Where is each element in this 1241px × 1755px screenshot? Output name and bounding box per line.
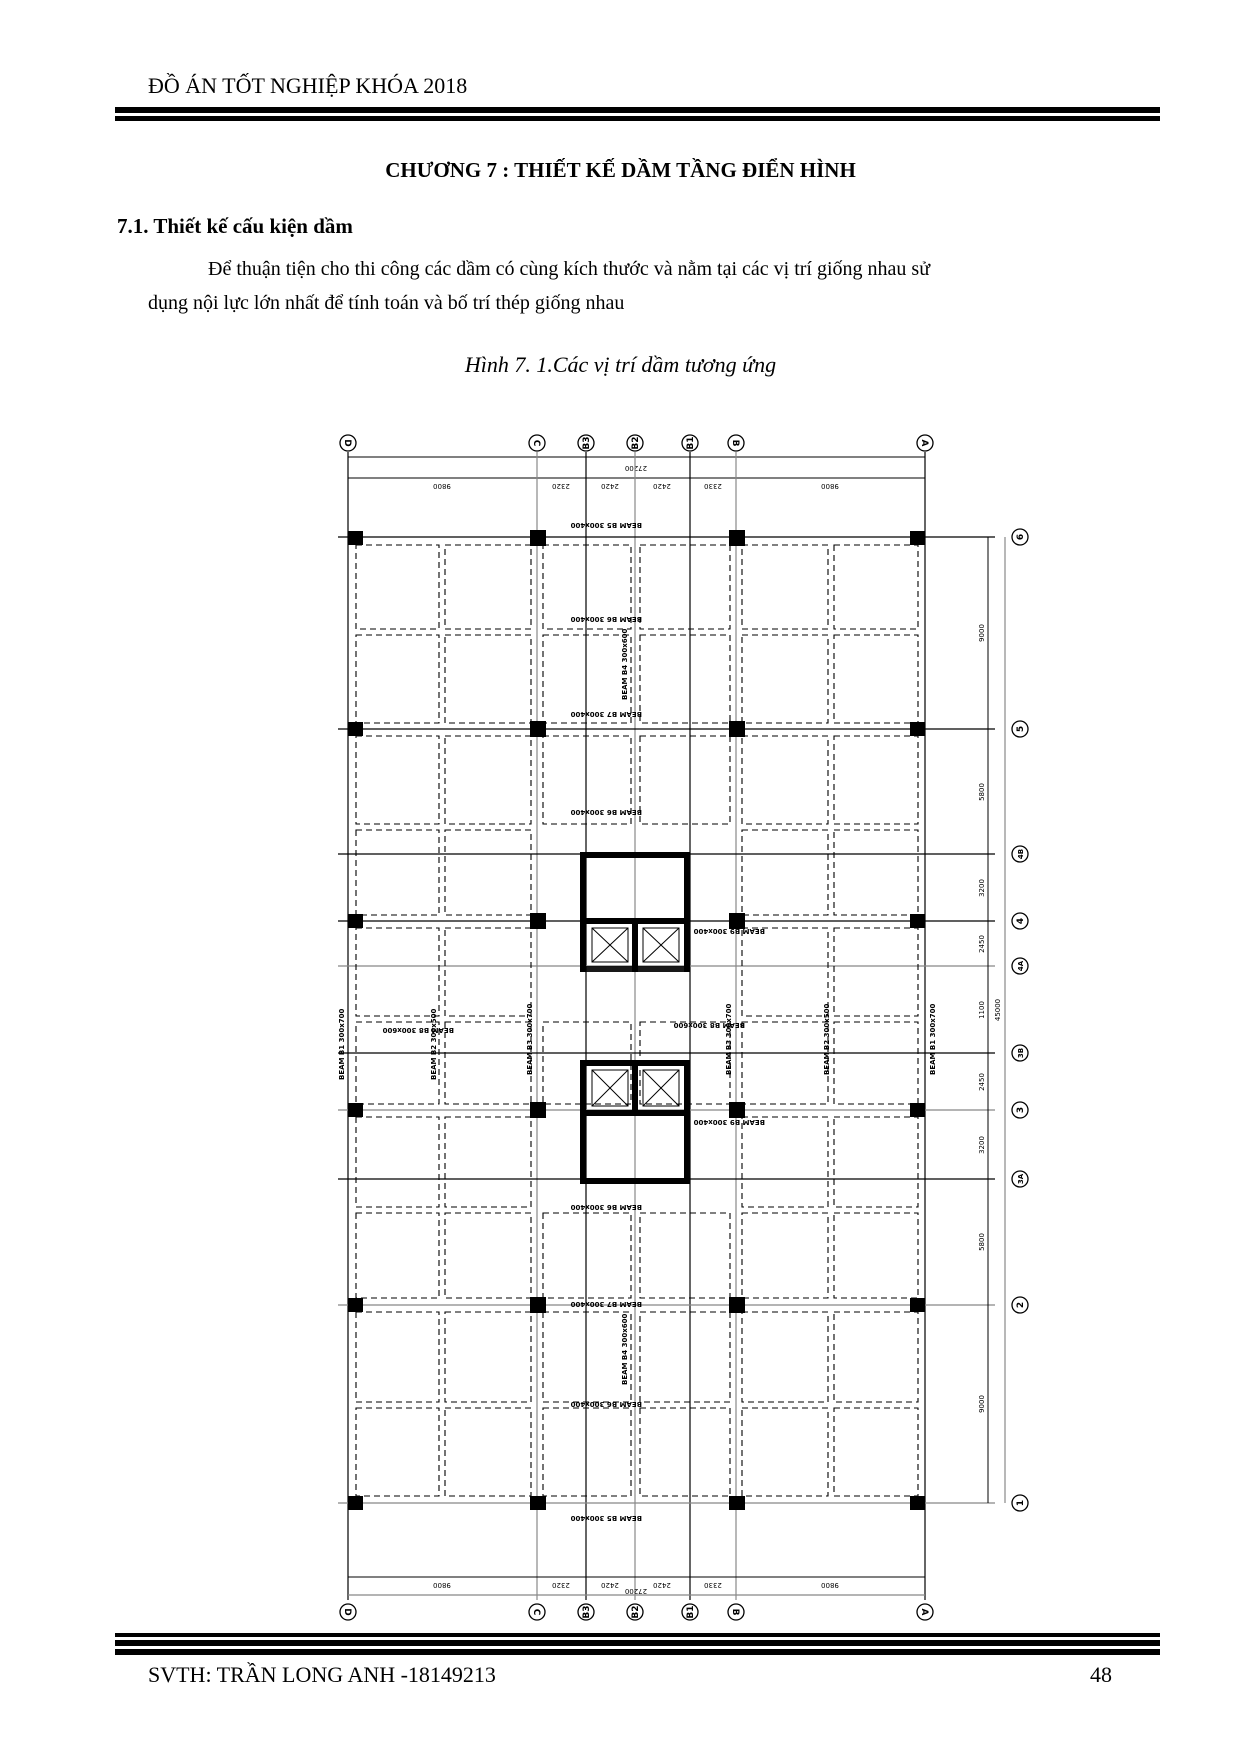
axis-label-4: 4 bbox=[1016, 917, 1026, 925]
axis-label-4a: 4A bbox=[1017, 960, 1025, 972]
dim-total-width: 27200 bbox=[624, 464, 648, 472]
dim-row: 2450 bbox=[978, 1073, 986, 1091]
dim-row: 5800 bbox=[978, 783, 986, 801]
dim-span: 9800 bbox=[433, 482, 451, 490]
chapter-title: CHƯƠNG 7 : THIẾT KẾ DẦM TẦNG ĐIỂN HÌNH bbox=[385, 158, 856, 182]
footer-rule-thick bbox=[115, 1640, 1160, 1646]
dim-span: 9800 bbox=[821, 482, 839, 490]
dim-row: 9000 bbox=[978, 624, 986, 642]
dim-span: 2330 bbox=[704, 1581, 722, 1589]
elevator-icon bbox=[643, 928, 679, 962]
running-header: ĐỒ ÁN TỐT NGHIỆP KHÓA 2018 bbox=[148, 73, 468, 98]
beam-label: BEAM B8 300x600 bbox=[382, 1026, 454, 1034]
axis-label-a: A bbox=[919, 1608, 929, 1616]
dim-span: 2320 bbox=[552, 482, 570, 490]
axis-label-b3: B3 bbox=[582, 436, 592, 450]
axis-label-d: D bbox=[342, 439, 352, 447]
axis-label-5: 5 bbox=[1016, 725, 1026, 733]
figure-caption: Hình 7. 1.Các vị trí dầm tương ứng bbox=[464, 352, 777, 377]
beam-label: BEAM B2 300x500 bbox=[430, 1008, 438, 1080]
dim-row: 5800 bbox=[978, 1233, 986, 1251]
axis-label-c: C bbox=[531, 439, 541, 447]
beam-label: BEAM B3 300x700 bbox=[725, 1003, 733, 1075]
beam-label: BEAM B8 300x600 bbox=[673, 1021, 745, 1029]
axis-label-b: B bbox=[730, 439, 740, 447]
dim-row: 1100 bbox=[978, 1001, 986, 1019]
footer-rule-thin bbox=[115, 1633, 1160, 1637]
dim-span: 9800 bbox=[433, 1581, 451, 1589]
dim-row: 2450 bbox=[978, 935, 986, 953]
dim-span: 2420 bbox=[653, 1581, 671, 1589]
paragraph-line-2: dụng nội lực lớn nhất để tính toán và bố trí thép giống nhau bbox=[148, 292, 625, 314]
top-dimensions bbox=[348, 457, 925, 490]
dim-row: 3200 bbox=[978, 1136, 986, 1154]
beam-label: BEAM B9 300x400 bbox=[693, 927, 765, 935]
beam-label: BEAM B6 300x400 bbox=[570, 1400, 642, 1408]
beam-label: BEAM B7 300x400 bbox=[570, 1300, 642, 1308]
dim-total-width: 27200 bbox=[624, 1587, 648, 1595]
beam-label: BEAM B5 300x400 bbox=[570, 1514, 642, 1522]
beam-label: BEAM B2 300x500 bbox=[823, 1003, 831, 1075]
beam-label: BEAM B6 300x400 bbox=[570, 615, 642, 623]
beam-label: BEAM B3 300x700 bbox=[526, 1003, 534, 1075]
beam-label: BEAM B1 300x700 bbox=[929, 1003, 937, 1075]
axis-label-b3: B3 bbox=[582, 1605, 592, 1619]
axis-label-4b: 4B bbox=[1017, 848, 1025, 860]
dim-total-height: 45000 bbox=[994, 998, 1002, 1022]
beam-label: BEAM B9 300x400 bbox=[693, 1118, 765, 1126]
beam-label: BEAM B6 300x400 bbox=[570, 808, 642, 816]
axis-label-b1: B1 bbox=[686, 436, 696, 450]
top-column-axes bbox=[340, 435, 933, 451]
paragraph-line-1: Để thuận tiện cho thi công các dầm có cùng kích thước và nằm tại các vị trí giống nhau sử bbox=[208, 258, 931, 280]
elevator-icon bbox=[643, 1070, 679, 1106]
dim-row: 3200 bbox=[978, 879, 986, 897]
axis-label-b1: B1 bbox=[686, 1605, 696, 1619]
axis-label-3a: 3A bbox=[1017, 1173, 1025, 1185]
footer-author: SVTH: TRẦN LONG ANH -18149213 bbox=[148, 1662, 496, 1687]
axis-label-3: 3 bbox=[1016, 1106, 1026, 1114]
beam-label: BEAM B5 300x400 bbox=[570, 521, 642, 529]
slab-panels bbox=[356, 545, 918, 1496]
footer-rule-thick-2 bbox=[115, 1649, 1160, 1655]
dim-span: 2420 bbox=[601, 482, 619, 490]
axis-label-d: D bbox=[342, 1608, 352, 1616]
page-number: 48 bbox=[1090, 1662, 1112, 1687]
bottom-column-axes bbox=[340, 1604, 933, 1620]
bottom-dimensions bbox=[348, 1577, 925, 1595]
elevator-icon bbox=[592, 1070, 628, 1106]
axis-label-3b: 3B bbox=[1017, 1047, 1025, 1059]
axis-label-b2: B2 bbox=[631, 436, 641, 450]
beam-label: BEAM B6 300x400 bbox=[570, 1203, 642, 1211]
axis-label-c: C bbox=[531, 1608, 541, 1616]
axis-label-6: 6 bbox=[1016, 533, 1026, 541]
dim-span: 2420 bbox=[601, 1581, 619, 1589]
axis-label-2: 2 bbox=[1016, 1301, 1026, 1309]
beam-label: BEAM B1 300x700 bbox=[338, 1008, 346, 1080]
elevator-icon bbox=[592, 928, 628, 962]
axis-label-1: 1 bbox=[1016, 1499, 1026, 1507]
axis-label-b2: B2 bbox=[631, 1605, 641, 1619]
dim-span: 2330 bbox=[704, 482, 722, 490]
dim-span: 9800 bbox=[821, 1581, 839, 1589]
right-row-axes bbox=[1012, 529, 1028, 1511]
dim-span: 2420 bbox=[653, 482, 671, 490]
dim-row: 9000 bbox=[978, 1395, 986, 1413]
axis-label-a: A bbox=[919, 439, 929, 447]
beam-label: BEAM B7 300x400 bbox=[570, 710, 642, 718]
right-dimensions bbox=[978, 537, 1005, 1503]
beam-label: BEAM B4 300x600 bbox=[621, 628, 629, 700]
section-heading: 7.1. Thiết kế cấu kiện dầm bbox=[117, 214, 353, 238]
beam-label: BEAM B4 300x600 bbox=[621, 1313, 629, 1385]
dim-span: 2320 bbox=[552, 1581, 570, 1589]
axis-label-b: B bbox=[730, 1608, 740, 1616]
